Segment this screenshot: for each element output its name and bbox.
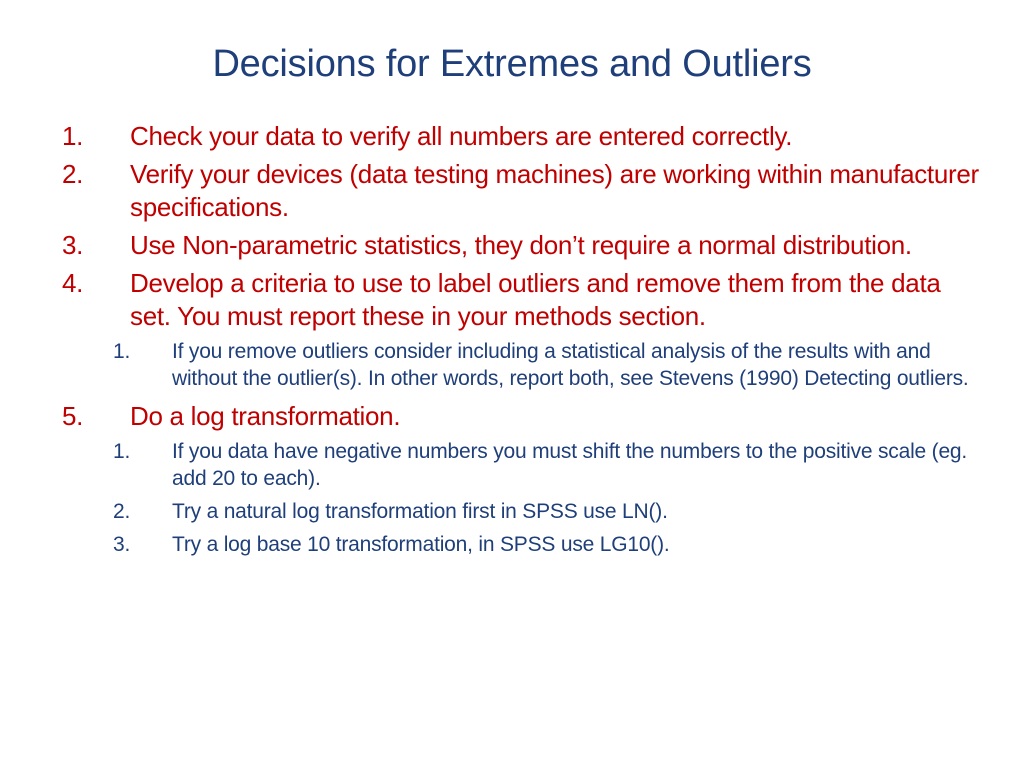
- sublist-item-text: Try a log base 10 transformation, in SPSS use LG10().: [172, 533, 670, 556]
- sublist-item-text: If you data have negative numbers you must shift the numbers to the positive scale (eg. add 20 to each).: [172, 440, 968, 490]
- list-item-text: Use Non-parametric statistics, they don’t require a normal distribution.: [130, 230, 912, 260]
- sublist: [62, 338, 982, 392]
- list-item: [62, 400, 982, 433]
- list-item-text: Verify your devices (data testing machines) are working within manufacturer specifications.: [130, 159, 979, 222]
- outlier-decisions-list: [62, 120, 982, 566]
- sublist-item-number: 3.: [113, 533, 131, 556]
- sublist-item-number: 1.: [113, 340, 131, 363]
- list-item: [62, 229, 982, 262]
- sublist-item: [113, 338, 982, 392]
- list-item-number: 3.: [62, 230, 84, 260]
- sublist-item-text: If you remove outliers consider including a statistical analysis of the results with and without the outlier(s). In other words, report both, see Stevens (1990) Detecting outliers.: [172, 340, 969, 390]
- slide-title: Decisions for Extremes and Outliers: [212, 43, 812, 85]
- sublist-item-number: 1.: [113, 440, 131, 463]
- sublist-item: [113, 498, 982, 525]
- sublist-item: [113, 531, 982, 558]
- list-item: [62, 267, 982, 333]
- list-item-text: Check your data to verify all numbers are entered correctly.: [130, 121, 793, 151]
- list-item-text: Do a log transformation.: [130, 401, 401, 431]
- sublist-item: [113, 438, 982, 492]
- list-item-number: 2.: [62, 159, 84, 189]
- list-item-number: 5.: [62, 401, 84, 431]
- list-item: [62, 120, 982, 153]
- sublist-item-number: 2.: [113, 500, 131, 523]
- list-item-number: 1.: [62, 121, 84, 151]
- sublist: [62, 438, 982, 558]
- list-item-text: Develop a criteria to use to label outliers and remove them from the data set. You must report these in your methods section.: [130, 268, 941, 331]
- sublist-item-text: Try a natural log transformation first in SPSS use LN().: [172, 500, 668, 523]
- list-item: [62, 158, 982, 224]
- list-item-number: 4.: [62, 268, 84, 298]
